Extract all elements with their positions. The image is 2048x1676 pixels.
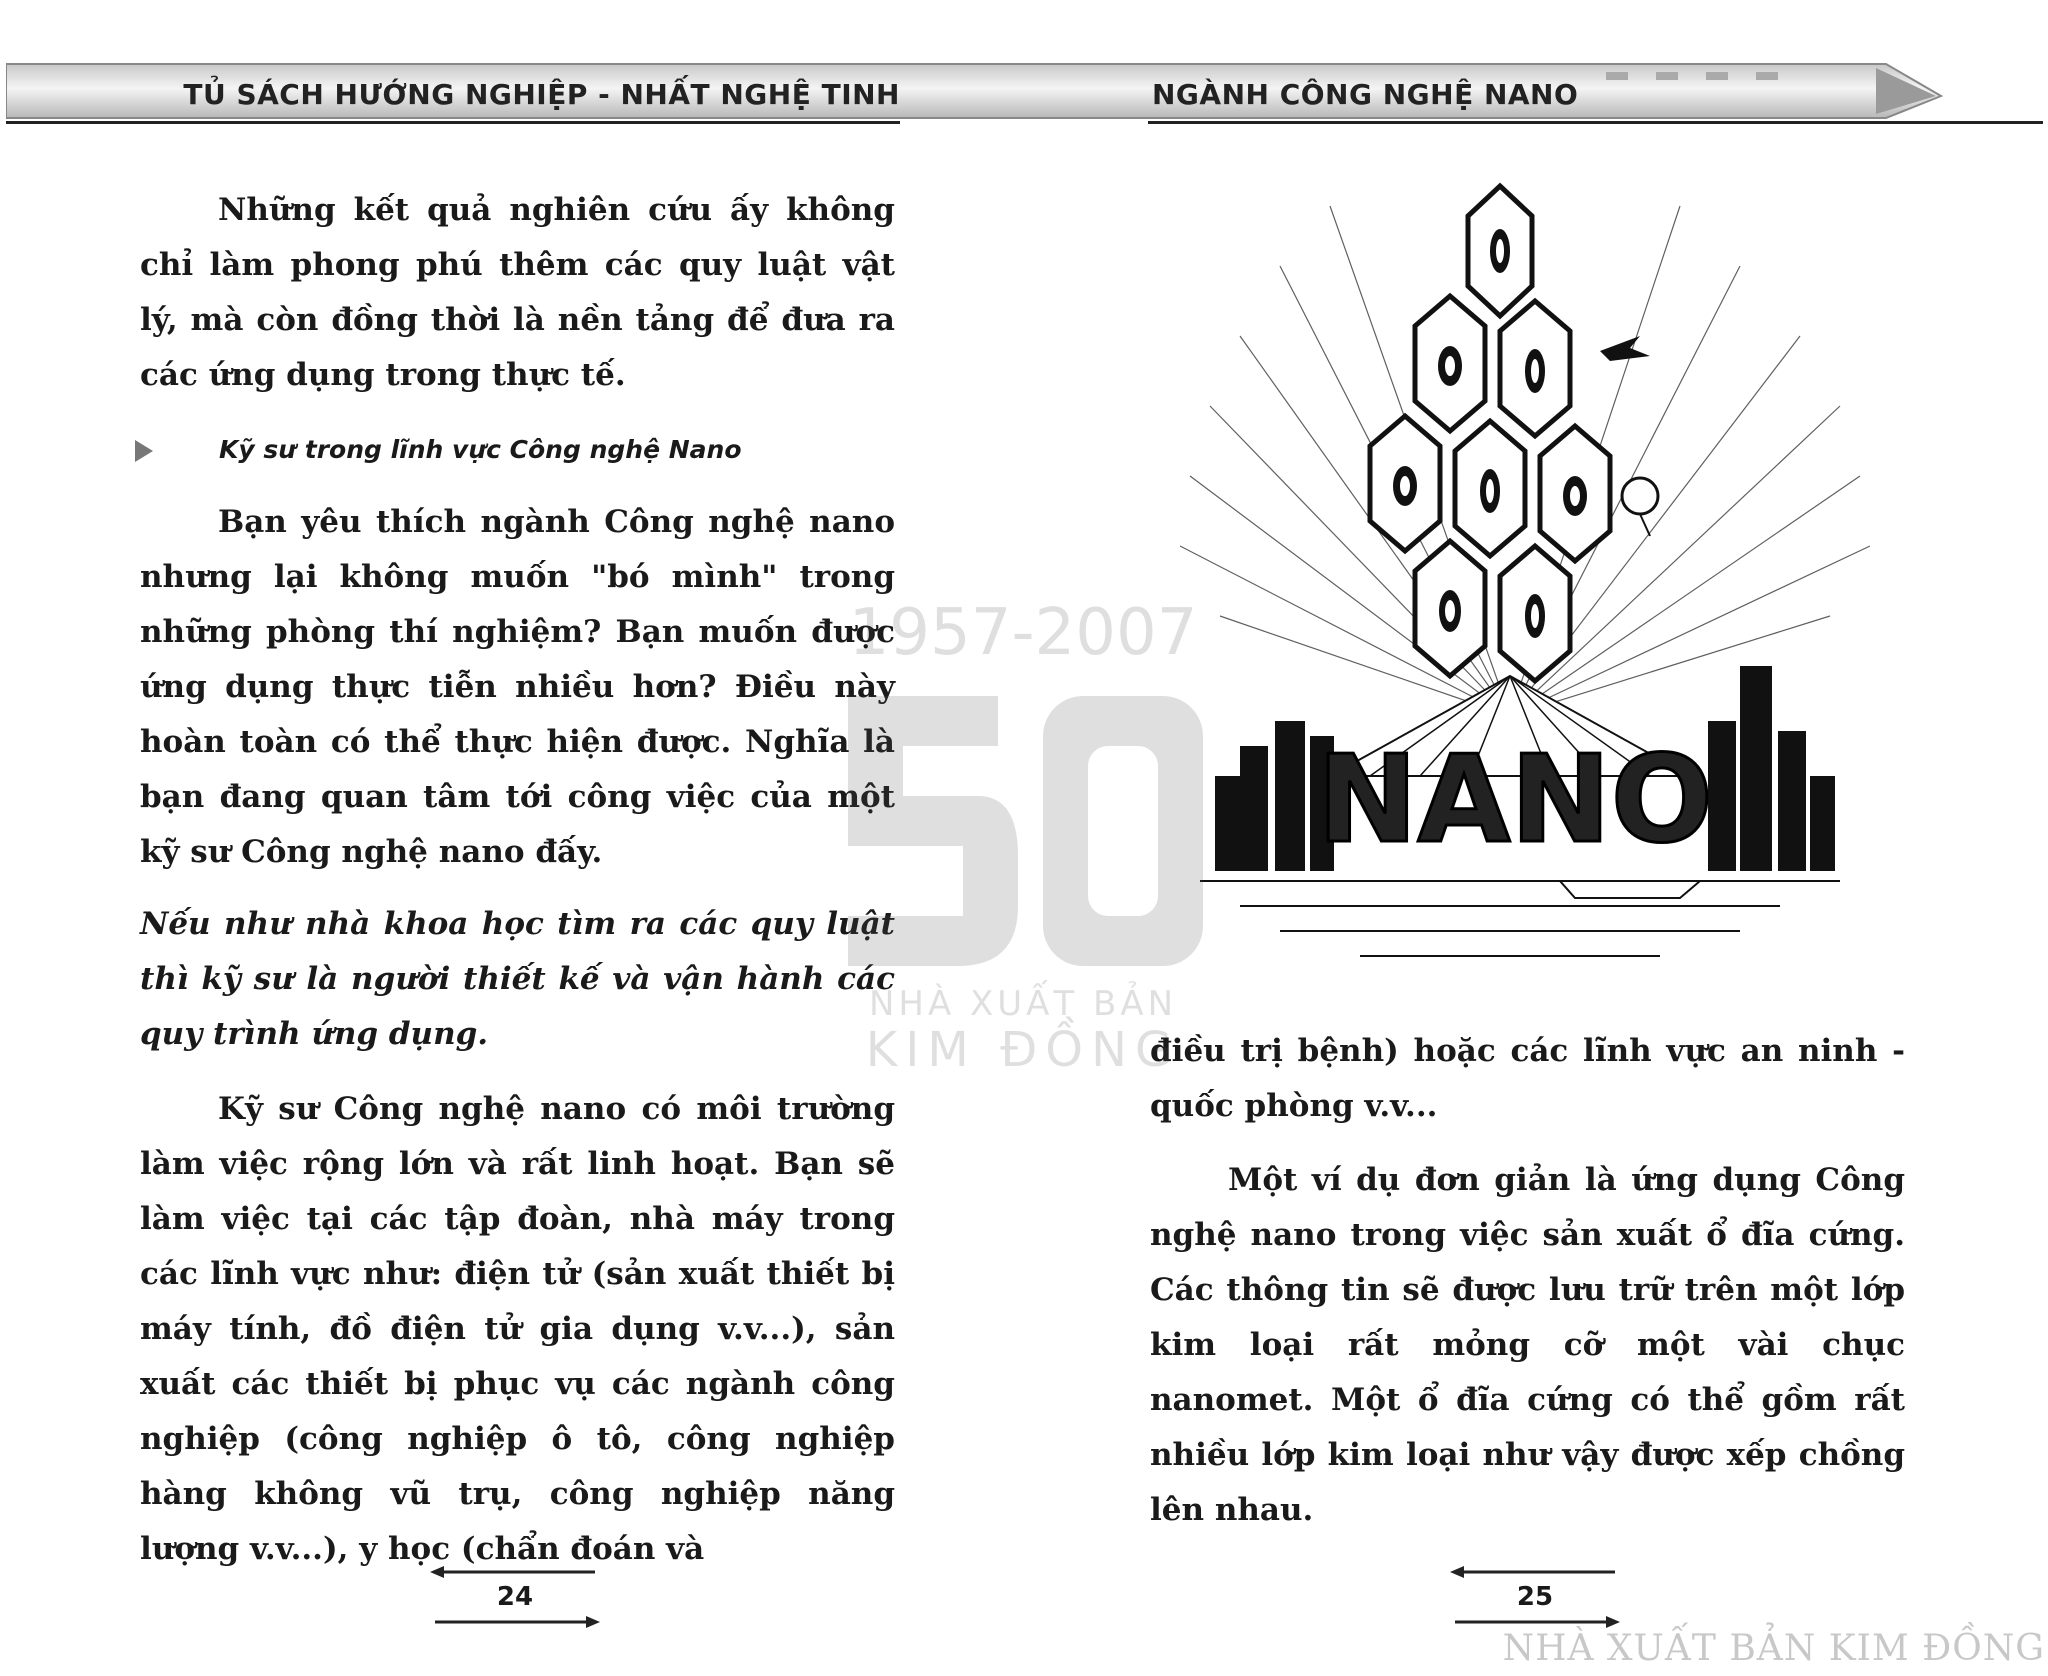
illustration-nano-text: NANO: [1317, 731, 1713, 870]
watermark-years: 1957-2007: [848, 596, 1198, 670]
watermark-line2: KIM ĐỒNG: [865, 1022, 1181, 1078]
page-number-right: 25: [1516, 1582, 1554, 1612]
triangle-bullet-icon: [135, 440, 153, 462]
header-rule-left: [6, 121, 900, 124]
right-paragraph-2: [1150, 1153, 1905, 1538]
paragraph-text: Những kết quả nghiên cứu ấy không chỉ làm phong phú thêm các quy luật vật lý, mà còn đồng thời là nền tảng để đưa ra các ứng dụng trong thực tế.: [140, 192, 895, 393]
left-paragraph-2: [140, 495, 895, 880]
left-paragraph-1: [140, 183, 895, 403]
section-heading: [135, 428, 895, 472]
paragraph-text: điều trị bệnh) hoặc các lĩnh vực an ninh - quốc phòng v.v...: [1150, 1033, 1905, 1124]
paragraph-text: Một ví dụ đơn giản là ứng dụng Công nghệ nano trong việc sản xuất ổ đĩa cứng. Các thông tin sẽ được lưu trữ trên một lớp kim loại rất mỏng cỡ một vài chục nanomet. Một ổ đĩa cứng có thể gồm rất nhiều lớp kim loại như vậy được xếp chồng lên nhau.: [1150, 1162, 1905, 1528]
paragraph-text: Bạn yêu thích ngành Công nghệ nano nhưng lại không muốn "bó mình" trong những phòng thí nghiệm? Bạn muốn được ứng dụng thực tiễn nhiều hơn? Điều này hoàn toàn có thể thực hiện được. Nghĩa là bạn đang quan tâm tới công việc của một kỹ sư Công nghệ nano đấy.: [140, 504, 895, 870]
nano-city-illustration: [1180, 176, 1870, 996]
left-paragraph-3: [140, 1082, 895, 1577]
quote-text: Nếu như nhà khoa học tìm ra các quy luật thì kỹ sư là người thiết kế và vận hành các quy trình ứng dụng.: [140, 906, 895, 1052]
right-paragraph-1: [1150, 1024, 1905, 1134]
header-rule-right: [1148, 121, 2043, 124]
left-italic-quote: [140, 897, 895, 1062]
watermark-line1: NHÀ XUẤT BẢN: [868, 984, 1178, 1024]
running-header-right: NGÀNH CÔNG NGHỆ NANO: [1152, 78, 1579, 111]
footer-publisher: NHÀ XUẤT BẢN KIM ĐỒNG: [1502, 1628, 2045, 1669]
paragraph-text: Kỹ sư Công nghệ nano có môi trường làm việc rộng lớn và rất linh hoạt. Bạn sẽ làm việc tại các tập đoàn, nhà máy trong các lĩnh vực như: điện tử (sản xuất thiết bị máy tính, đồ điện tử gia dụng v.v...), sản xuất các thiết bị phục vụ các ngành công nghiệp (công nghiệp ô tô, công nghiệp hàng không vũ trụ, công nghiệp năng lượng v.v...), y học (chẩn đoán và: [140, 1091, 895, 1567]
section-heading-text: Kỹ sư trong lĩnh vực Công nghệ Nano: [219, 435, 742, 464]
running-header-left: TỦ SÁCH HƯỚNG NGHIỆP - NHẤT NGHỆ TINH: [183, 78, 900, 111]
page-number-left: 24: [496, 1582, 534, 1612]
